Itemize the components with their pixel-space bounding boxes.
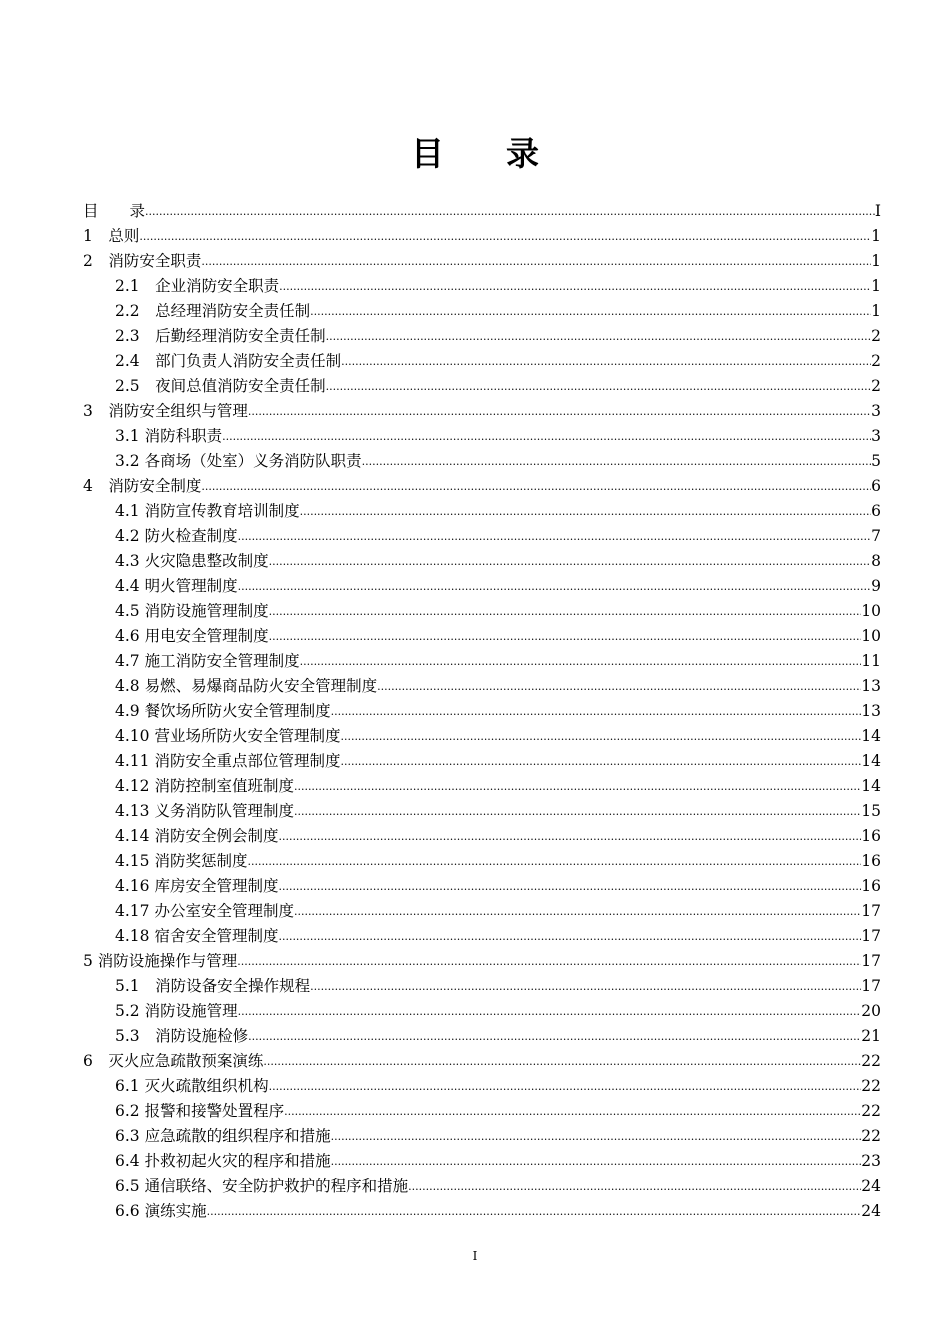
toc-entry-label: 4.7 施工消防安全管理制度: [115, 652, 300, 670]
toc-leader-dots: [310, 299, 871, 324]
toc-entry-page: 5: [871, 452, 881, 470]
toc-entry-label: 4.17 办公室安全管理制度: [115, 902, 294, 920]
toc-entry-label: 4.18 宿舍安全管理制度: [115, 927, 279, 945]
toc-leader-dots: [207, 1199, 862, 1224]
toc-entry-page: 1: [871, 277, 881, 295]
toc-leader-dots: [362, 449, 872, 474]
toc-leader-dots: [238, 524, 872, 549]
toc-entry-page: 24: [861, 1202, 881, 1220]
toc-entry[interactable]: [83, 299, 881, 324]
toc-entry-page: 20: [861, 1002, 881, 1020]
toc-entry-label: 目 录: [83, 202, 146, 220]
toc-entry[interactable]: [83, 1199, 881, 1224]
toc-leader-dots: [310, 974, 861, 999]
toc-entry-label: 4.1 消防宣传教育培训制度: [115, 502, 300, 520]
toc-entry[interactable]: [83, 249, 881, 274]
toc-leader-dots: [294, 774, 861, 799]
toc-leader-dots: [284, 1099, 861, 1124]
toc-entry-page: 22: [861, 1077, 881, 1095]
toc-entry-label: 4.8 易燃、易爆商品防火安全管理制度: [115, 677, 378, 695]
toc-entry-page: 16: [861, 852, 881, 870]
toc-entry[interactable]: [83, 599, 881, 624]
toc-leader-dots: [331, 1149, 862, 1174]
toc-leader-dots: [269, 1074, 862, 1099]
toc-entry-label: 4.14 消防安全例会制度: [115, 827, 279, 845]
toc-entry[interactable]: [83, 649, 881, 674]
toc-entry[interactable]: [83, 324, 881, 349]
toc-entry-label: 6.4 扑救初起火灾的程序和措施: [115, 1152, 331, 1170]
toc-entry-label: 6.1 灭火疏散组织机构: [115, 1077, 269, 1095]
toc-leader-dots: [201, 474, 871, 499]
toc-entry-label: 4.6 用电安全管理制度: [115, 627, 269, 645]
toc-entry-label: 2.5 夜间总值消防安全责任制: [115, 377, 326, 395]
toc-leader-dots: [269, 599, 862, 624]
toc-entry-label: 4.13 义务消防队管理制度: [115, 802, 294, 820]
toc-leader-dots: [269, 624, 862, 649]
toc-leader-dots: [145, 199, 875, 224]
toc-entry-page: I: [874, 202, 881, 220]
toc-entry-label: 6.2 报警和接警处置程序: [115, 1102, 285, 1120]
toc-entry[interactable]: [83, 1174, 881, 1199]
toc-entry[interactable]: [83, 424, 881, 449]
toc-entry-page: 7: [871, 527, 881, 545]
toc-entry[interactable]: [83, 199, 881, 224]
toc-entry-label: 4 消防安全制度: [83, 477, 202, 495]
toc-entry[interactable]: [83, 1099, 881, 1124]
toc-entry[interactable]: [83, 924, 881, 949]
toc-entry-label: 3.1 消防科职责: [115, 427, 223, 445]
toc-leader-dots: [326, 374, 871, 399]
toc-entry[interactable]: [83, 999, 881, 1024]
toc-entry-page: 23: [861, 1152, 881, 1170]
toc-entry-page: 13: [861, 702, 881, 720]
toc-entry-label: 3.2 各商场（处室）义务消防队职责: [115, 452, 362, 470]
toc-entry-page: 1: [871, 302, 881, 320]
toc-entry[interactable]: [83, 574, 881, 599]
toc-entry-page: 1: [871, 252, 881, 270]
toc-entry-page: 2: [871, 327, 881, 345]
toc-entry-label: 4.3 火灾隐患整改制度: [115, 552, 269, 570]
title-char-1: 目: [411, 134, 444, 173]
toc-leader-dots: [201, 249, 871, 274]
toc-entry-page: 6: [871, 502, 881, 520]
toc-leader-dots: [248, 1024, 861, 1049]
toc-entry[interactable]: [83, 474, 881, 499]
toc-leader-dots: [377, 674, 861, 699]
toc-entry-page: 17: [861, 977, 881, 995]
toc-entry[interactable]: [83, 674, 881, 699]
toc-leader-dots: [248, 399, 871, 424]
toc-entry-label: 4.10 营业场所防火安全管理制度: [115, 727, 341, 745]
toc-entry-page: 9: [871, 577, 881, 595]
toc-entry-label: 5 消防设施操作与管理: [83, 952, 238, 970]
toc-entry-page: 15: [861, 802, 881, 820]
toc-leader-dots: [340, 724, 861, 749]
toc-leader-dots: [331, 1124, 862, 1149]
toc-entry-label: 3 消防安全组织与管理: [83, 402, 248, 420]
toc-leader-dots: [278, 824, 861, 849]
toc-entry-label: 4.2 防火检查制度: [115, 527, 238, 545]
toc-leader-dots: [279, 274, 871, 299]
toc-entry-page: 17: [861, 952, 881, 970]
toc-entry-label: 4.11 消防安全重点部位管理制度: [115, 752, 341, 770]
toc-entry-page: 17: [861, 902, 881, 920]
toc-entry-page: 3: [871, 402, 881, 420]
toc-leader-dots: [263, 1049, 861, 1074]
toc-leader-dots: [278, 874, 861, 899]
page-title: [0, 128, 950, 175]
toc-entry-label: 2.3 后勤经理消防安全责任制: [115, 327, 326, 345]
toc-entry[interactable]: [83, 974, 881, 999]
toc-leader-dots: [340, 749, 861, 774]
toc-entry-page: 22: [861, 1052, 881, 1070]
toc-entry-page: 1: [871, 227, 881, 245]
toc-entry-page: 14: [861, 727, 881, 745]
toc-entry[interactable]: [83, 624, 881, 649]
toc-entry[interactable]: [83, 499, 881, 524]
toc-leader-dots: [341, 349, 871, 374]
toc-leader-dots: [238, 574, 872, 599]
toc-entry-label: 5.2 消防设施管理: [115, 1002, 238, 1020]
toc-entry[interactable]: [83, 824, 881, 849]
toc-entry[interactable]: [83, 349, 881, 374]
toc-entry-label: 2.4 部门负责人消防安全责任制: [115, 352, 342, 370]
toc-leader-dots: [326, 324, 871, 349]
toc-leader-dots: [222, 424, 871, 449]
toc-entry-label: 4.9 餐饮场所防火安全管理制度: [115, 702, 331, 720]
toc-entry[interactable]: [83, 549, 881, 574]
toc-entry-page: 6: [871, 477, 881, 495]
toc-entry[interactable]: [83, 1149, 881, 1174]
toc-leader-dots: [408, 1174, 861, 1199]
toc-entry-label: 4.16 库房安全管理制度: [115, 877, 279, 895]
toc-entry-page: 11: [861, 652, 881, 670]
toc-entry[interactable]: [83, 224, 881, 249]
toc-entry-page: 13: [861, 677, 881, 695]
toc-leader-dots: [294, 899, 861, 924]
title-char-2: 录: [506, 134, 539, 173]
toc-entry-label: 6 灭火应急疏散预案演练: [83, 1052, 264, 1070]
toc-leader-dots: [269, 549, 872, 574]
toc-entry[interactable]: [83, 699, 881, 724]
toc-entry-page: 8: [871, 552, 881, 570]
toc-entry-label: 6.6 演练实施: [115, 1202, 207, 1220]
toc-entry-page: 2: [871, 377, 881, 395]
toc-entry[interactable]: [83, 874, 881, 899]
toc-entry[interactable]: [83, 749, 881, 774]
toc-entry-label: 2.1 企业消防安全职责: [115, 277, 280, 295]
toc-entry-page: 16: [861, 877, 881, 895]
toc-entry-label: 1 总则: [83, 227, 140, 245]
toc-entry-page: 24: [861, 1177, 881, 1195]
table-of-contents: [83, 199, 881, 1224]
toc-entry-label: 4.12 消防控制室值班制度: [115, 777, 294, 795]
toc-leader-dots: [237, 949, 861, 974]
toc-entry[interactable]: [83, 799, 881, 824]
toc-entry-page: 2: [871, 352, 881, 370]
toc-entry-page: 3: [871, 427, 881, 445]
toc-entry[interactable]: [83, 1074, 881, 1099]
toc-entry[interactable]: [83, 524, 881, 549]
toc-entry[interactable]: [83, 374, 881, 399]
toc-entry[interactable]: [83, 1024, 881, 1049]
toc-entry[interactable]: [83, 274, 881, 299]
toc-entry[interactable]: [83, 449, 881, 474]
toc-entry-page: 16: [861, 827, 881, 845]
toc-entry-page: 10: [861, 602, 881, 620]
toc-entry[interactable]: [83, 849, 881, 874]
toc-entry-label: 2.2 总经理消防安全责任制: [115, 302, 311, 320]
toc-entry-label: 4.4 明火管理制度: [115, 577, 238, 595]
toc-entry[interactable]: [83, 774, 881, 799]
toc-leader-dots: [300, 649, 862, 674]
toc-entry-label: 4.5 消防设施管理制度: [115, 602, 269, 620]
toc-entry-page: 14: [861, 777, 881, 795]
toc-entry-label: 2 消防安全职责: [83, 252, 202, 270]
toc-leader-dots: [278, 924, 861, 949]
toc-entry-label: 6.5 通信联络、安全防护救护的程序和措施: [115, 1177, 409, 1195]
toc-entry-page: 21: [861, 1027, 881, 1045]
toc-entry[interactable]: [83, 1049, 881, 1074]
toc-entry-page: 22: [861, 1102, 881, 1120]
footer-page-number: I: [472, 1249, 478, 1263]
toc-entry-label: 6.3 应急疏散的组织程序和措施: [115, 1127, 331, 1145]
toc-leader-dots: [331, 699, 862, 724]
toc-entry-label: 4.15 消防奖惩制度: [115, 852, 248, 870]
toc-leader-dots: [247, 849, 861, 874]
toc-entry-page: 10: [861, 627, 881, 645]
toc-leader-dots: [139, 224, 871, 249]
toc-entry-label: 5.3 消防设施检修: [115, 1027, 249, 1045]
toc-leader-dots: [300, 499, 872, 524]
toc-entry-label: 5.1 消防设备安全操作规程: [115, 977, 311, 995]
toc-entry[interactable]: [83, 724, 881, 749]
toc-leader-dots: [238, 999, 862, 1024]
toc-entry-page: 17: [861, 927, 881, 945]
toc-entry-page: 22: [861, 1127, 881, 1145]
toc-entry[interactable]: [83, 949, 881, 974]
toc-entry[interactable]: [83, 899, 881, 924]
toc-leader-dots: [294, 799, 861, 824]
toc-entry[interactable]: [83, 399, 881, 424]
toc-entry-page: 14: [861, 752, 881, 770]
toc-entry[interactable]: [83, 1124, 881, 1149]
